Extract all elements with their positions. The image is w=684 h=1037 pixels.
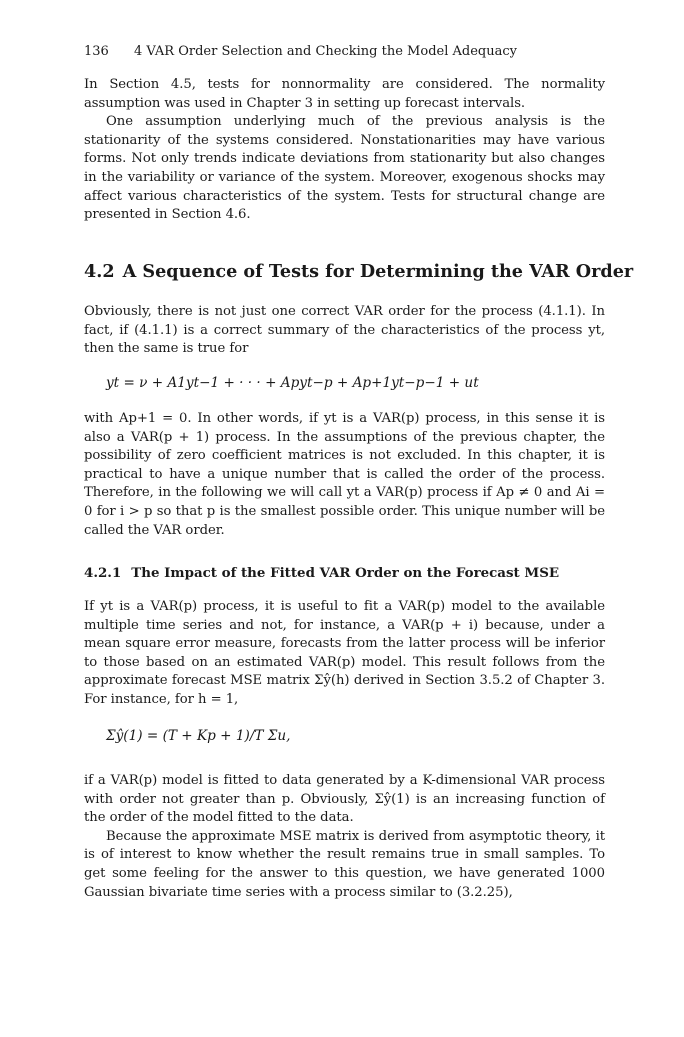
equation-mse: Σŷ(1) = (T + Kp + 1)/T Σu, bbox=[106, 728, 291, 744]
section-heading bbox=[84, 261, 634, 283]
section-paragraph-block bbox=[84, 303, 605, 359]
section-paragraph-1: Obviously, there is not just one correct VAR order for the process (4.1.1). In fact, if (4.1.1) is a correct summary of the characteristics of the process yt, then the same is true for bbox=[84, 304, 605, 357]
subsection-paragraph-block bbox=[84, 598, 605, 710]
intro-paragraph-1: In Section 4.5, tests for nonnormality are considered. The normality assumption was used in Chapter 3 in setting up forecast intervals. bbox=[84, 77, 605, 111]
intro-block bbox=[84, 76, 605, 225]
equation-var-order: yt = ν + A1yt−1 + · · · + Apyt−p + Ap+1yt−p−1 + ut bbox=[106, 375, 479, 391]
intro-paragraph-2: One assumption underlying much of the previous analysis is the stationarity of the systems considered. Nonstationarities may have various forms. Not only trends indicate deviations from stationarity but also changes in the variability or variance of the system. Moreover, exogenous shocks may affect various characteristics of the system. Tests for structural change are presented in Section 4.6. bbox=[84, 114, 605, 223]
subsection-title: The Impact of the Fitted VAR Order on the Forecast MSE bbox=[131, 565, 560, 581]
subsection-paragraph-2: if a VAR(p) model is fitted to data generated by a K-dimensional VAR process with order not greater than p. Obviously, Σŷ(1) is an increasing function of the order of the model fitted to the data. bbox=[84, 773, 605, 826]
subsection-number: 4.2.1 bbox=[84, 565, 122, 581]
page-number: 136 bbox=[84, 44, 109, 59]
subsection-paragraph-1: If yt is a VAR(p) process, it is useful to fit a VAR(p) model to the available multiple time series and not, for instance, a VAR(p + i) because, under a mean square error measure, forecasts from the latter process will be inferior to those based on an estimated VAR(p) model. This result follows from the approximate forecast MSE matrix Σŷ(h) derived in Section 3.5.2 of Chapter 3. For instance, for h = 1, bbox=[84, 599, 605, 707]
subsection-paragraph-block-2 bbox=[84, 772, 605, 902]
running-head bbox=[84, 44, 605, 60]
subsection-heading bbox=[84, 564, 605, 582]
subsection-paragraph-3: Because the approximate MSE matrix is derived from asymptotic theory, it is of interest to know whether the result remains true in small samples. To get some feeling for the answer to this question, we have generated 1000 Gaussian bivariate time series with a process similar to (3.2.25), bbox=[84, 828, 605, 900]
section-number: 4.2 bbox=[84, 261, 115, 282]
section-paragraph-block-2 bbox=[84, 410, 605, 540]
section-paragraph-2: with Ap+1 = 0. In other words, if yt is a VAR(p) process, in this sense it is also a VAR(p + 1) process. In the assumptions of the previous chapter, the possibility of zero coefficient matrices is not excluded. In this chapter, it is practical to have a unique number that is called the order of the process. Therefore, in the following we will call yt a VAR(p) process if Ap ≠ 0 and Ai = 0 for i > p so that p is the smallest possible order. This unique number will be called the VAR order. bbox=[84, 411, 605, 538]
section-title: A Sequence of Tests for Determining the VAR Order bbox=[122, 261, 634, 282]
running-title: 4 VAR Order Selection and Checking the Model Adequacy bbox=[134, 44, 517, 59]
